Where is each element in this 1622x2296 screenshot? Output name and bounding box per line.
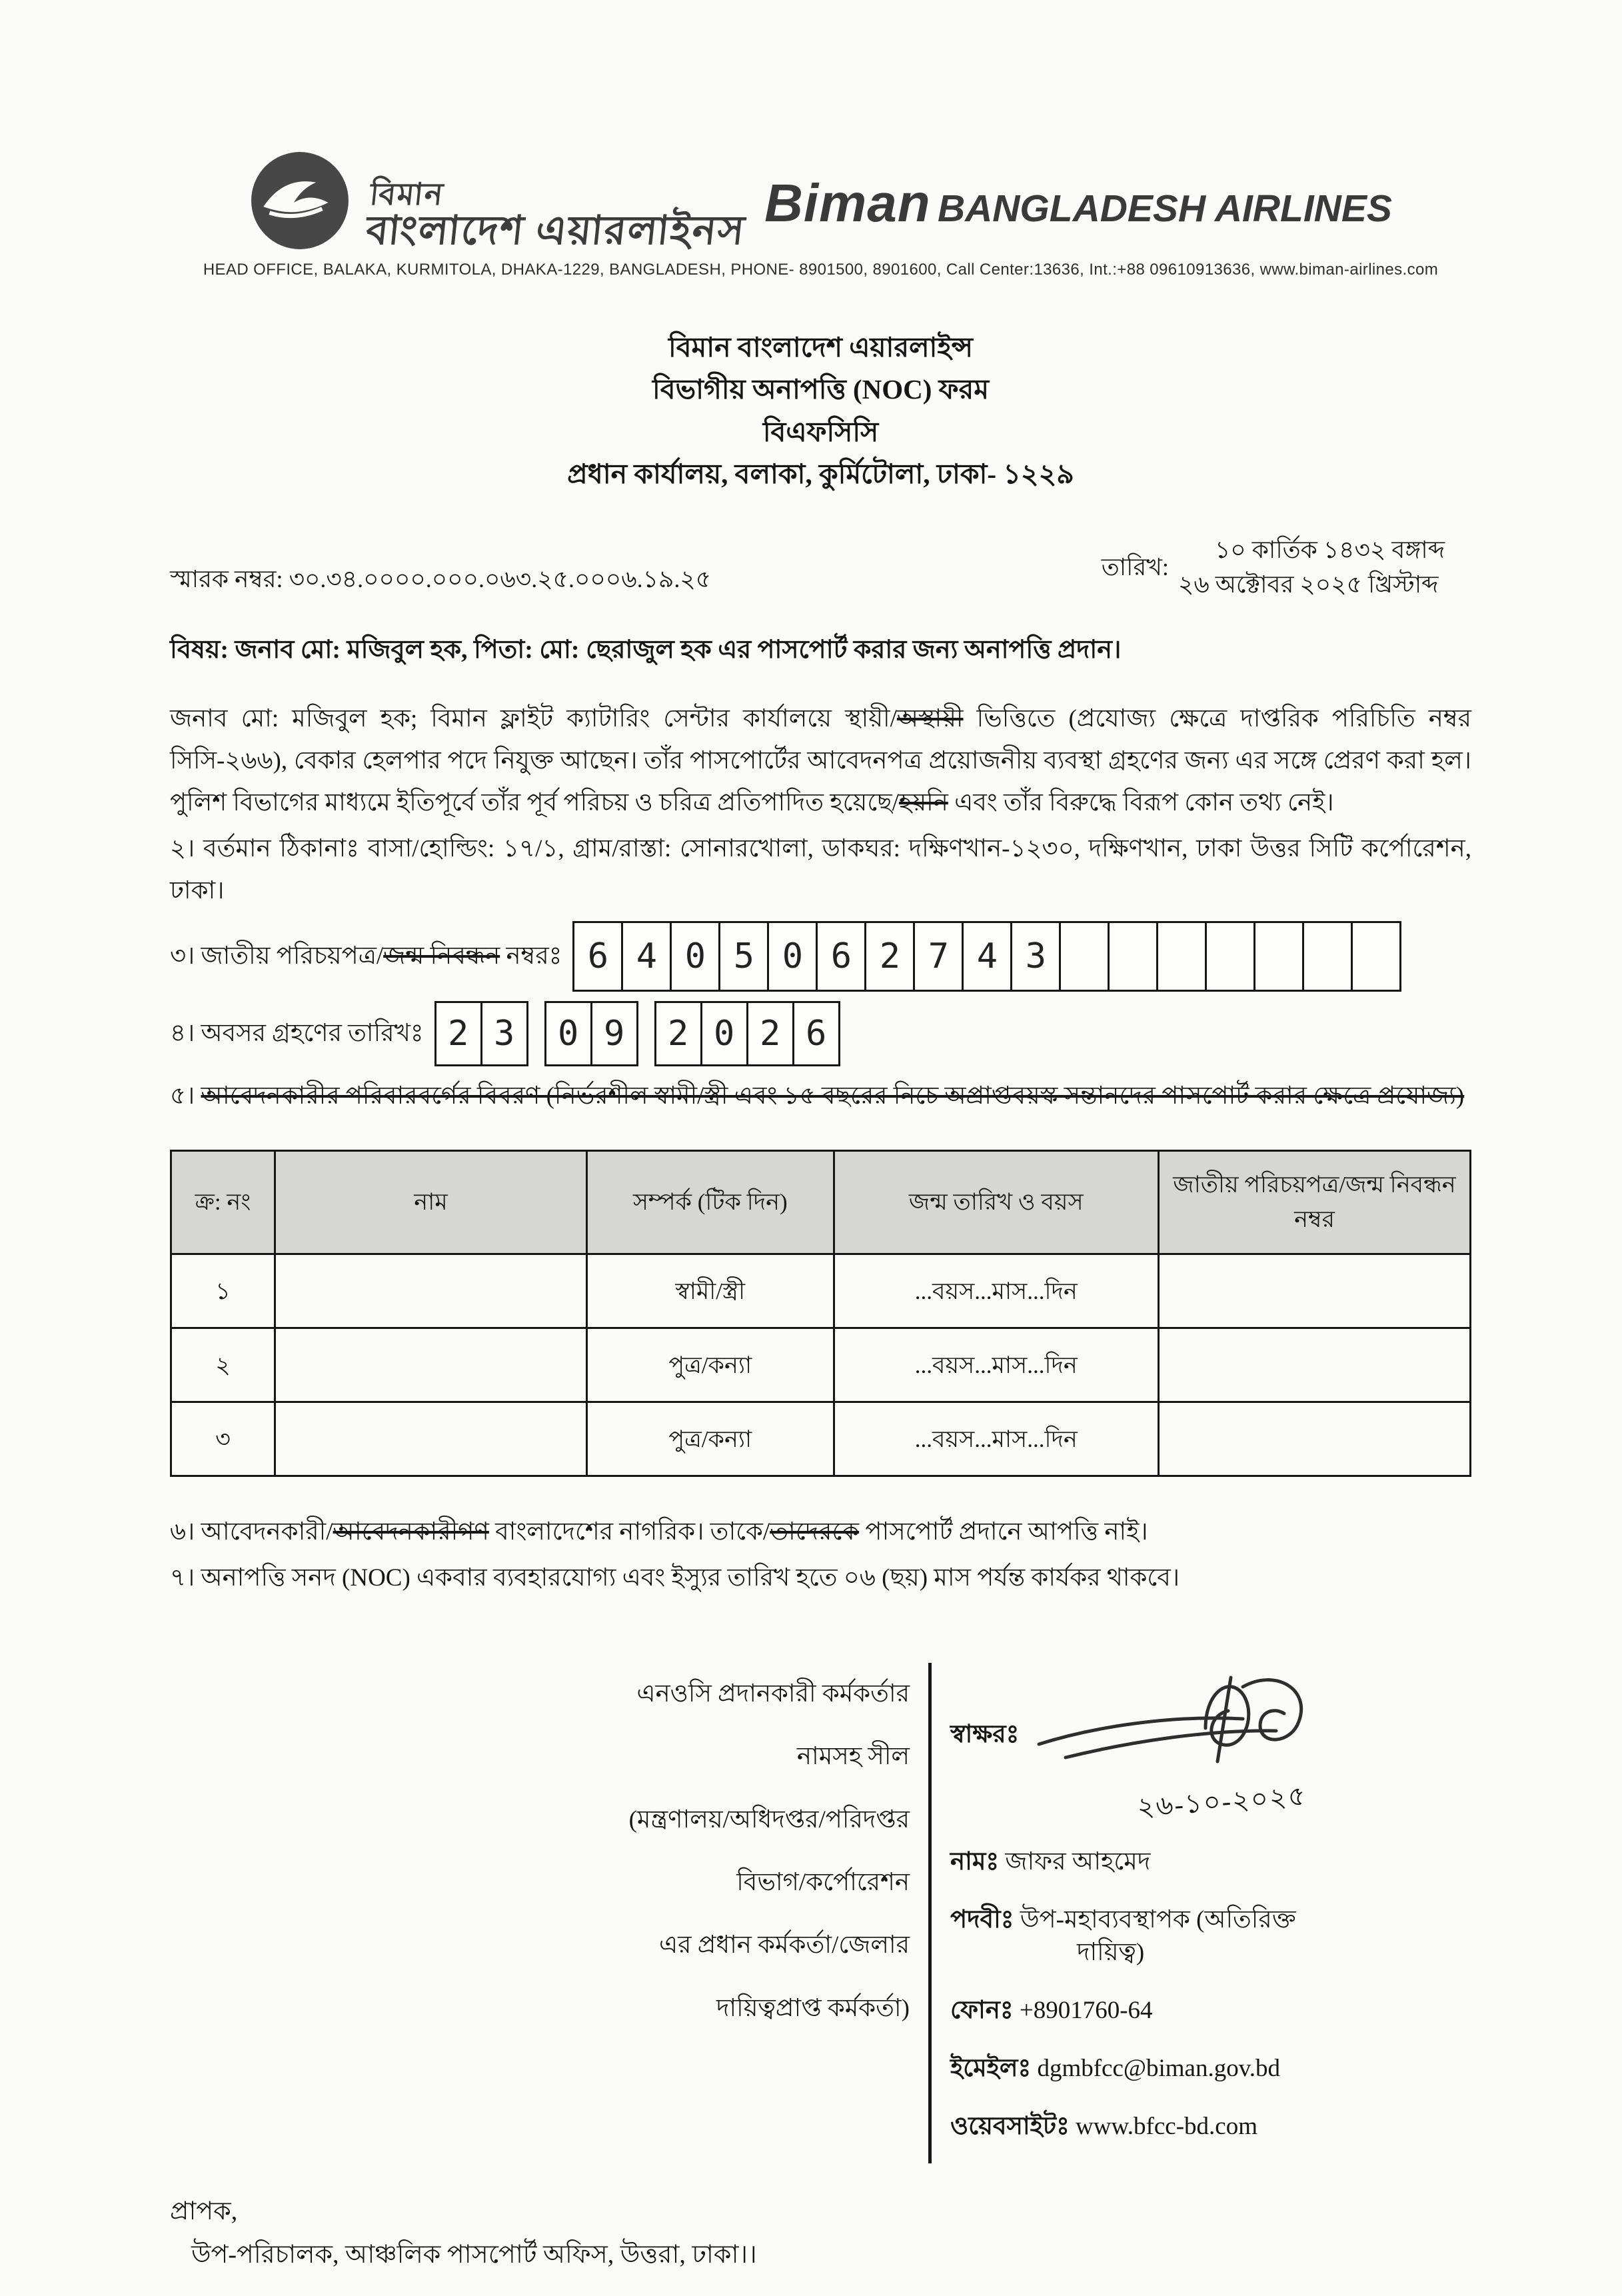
cell-nid xyxy=(1159,1254,1471,1328)
nid-box xyxy=(1205,921,1255,992)
letterhead xyxy=(170,150,1471,280)
item-7-validity: ৭। অনাপত্তি সনদ (NOC) একবার ব্যবহারযোগ্য এবং ইস্যুর তারিখ হতে ০৬ (ছয়) মাস পর্যন্ত কার্যকর থাকবে। xyxy=(170,1564,1180,1592)
memo-date xyxy=(1102,533,1471,602)
form-title-bfcc: বিএফসিসি xyxy=(762,416,879,447)
website-row xyxy=(950,2106,1471,2148)
subject-line: বিষয়: জনাব মো: মজিবুল হক, পিতা: মো: ছেরাজুল হক এর পাসপোর্ট করার জন্য অনাপত্তি প্রদান। xyxy=(170,636,1122,664)
nid-box: 4 xyxy=(621,921,672,992)
item-4-label: ৪। অবসর গ্রহণের তারিখঃ xyxy=(170,1019,424,1047)
nid-box: 3 xyxy=(1010,921,1061,992)
name-label: নামঃ xyxy=(950,1848,1000,1876)
brand-bengali-line1: বিমান xyxy=(368,177,446,211)
form-title-noc: বিভাগীয় অনাপত্তি (NOC) ফরম xyxy=(652,374,989,405)
brand-english-airlines: BANGLADESH AIRLINES xyxy=(937,187,1392,230)
memo-number xyxy=(170,533,711,600)
website-value: www.bfcc-bd.com xyxy=(1076,2112,1257,2140)
table-row xyxy=(171,1254,1471,1328)
officer-details xyxy=(928,1663,1471,2163)
cell-nid xyxy=(1159,1328,1471,1402)
brand-english xyxy=(764,158,1392,251)
cell-relation: পুত্র/কন্যা xyxy=(587,1328,834,1402)
designation-row xyxy=(950,1899,1471,1974)
header-nid: জাতীয় পরিচয়পত্র/জন্ম নিবন্ধন নম্বর xyxy=(1159,1151,1471,1254)
recipient-label: প্রাপক, xyxy=(170,2197,238,2226)
cell-dob-age: ...বয়স...মাস...দিন xyxy=(834,1328,1159,1402)
designation-value: উপ-মহাব্যবস্থাপক (অতিরিক্ত xyxy=(1020,1905,1296,1933)
cell-relation: স্বামী/স্ত্রী xyxy=(587,1254,834,1328)
item-6-citizenship: ৬। আবেদনকারী/আবেদনকারীগণ বাংলাদেশের নাগরিক। তাকে/তাদেরকে পাসপোর্ট প্রদানে আপত্তি নাই। xyxy=(170,1518,1148,1546)
cell-serial: ৩ xyxy=(171,1402,275,1476)
issuing-officer-caption xyxy=(403,1663,928,2163)
memo-number-value: ৩০.৩৪.০০০০.০০০.০৬৩.২৫.০০০৬.১৯.২৫ xyxy=(289,565,712,592)
cell-dob-age: ...বয়স...মাস...দিন xyxy=(834,1254,1159,1328)
retirement-date-boxes xyxy=(434,1001,856,1066)
memo-date-gregorian: ২৬ অক্টোবর ২০২৫ খ্রিস্টাব্দ xyxy=(1178,571,1439,598)
memo-date-bengali: ১০ কার্তিক ১৪৩২ বঙ্গাব্দ xyxy=(1214,536,1445,563)
cell-name xyxy=(275,1402,587,1476)
brand-bengali-line2: বাংলাদেশ এয়ারলাইনস xyxy=(364,208,748,253)
email-row xyxy=(950,2048,1471,2090)
website-label: ওয়েবসাইটঃ xyxy=(950,2112,1070,2140)
retirement-month-group xyxy=(544,1001,638,1066)
date-box: 6 xyxy=(792,1001,840,1066)
date-box: 2 xyxy=(434,1001,482,1066)
cell-serial: ১ xyxy=(171,1254,275,1328)
caption-line: বিভাগ/কর্পোরেশন xyxy=(736,1869,910,1897)
biman-logo-icon xyxy=(249,150,351,251)
table-row xyxy=(171,1328,1471,1402)
header-serial: ক্র: নং xyxy=(171,1151,275,1254)
nid-box xyxy=(1108,921,1158,992)
table-header-row xyxy=(171,1151,1471,1254)
nid-box: 6 xyxy=(572,921,623,992)
nid-box xyxy=(1302,921,1353,992)
brand-english-biman: Biman xyxy=(764,173,931,233)
designation-label: পদবীঃ xyxy=(950,1905,1014,1933)
form-title-block xyxy=(170,327,1471,496)
nid-box: 2 xyxy=(864,921,915,992)
nid-box xyxy=(1156,921,1207,992)
recipient-block xyxy=(170,2190,1471,2276)
signature-row xyxy=(950,1663,1471,1756)
signature-block xyxy=(403,1663,1471,2163)
header-relation: সম্পর্ক (টিক দিন) xyxy=(587,1151,834,1254)
header-dob-age: জন্ম তারিখ ও বয়স xyxy=(834,1151,1159,1254)
memo-date-label: তারিখ: xyxy=(1101,553,1169,580)
nid-box xyxy=(1351,921,1401,992)
cell-nid xyxy=(1159,1402,1471,1476)
nid-box: 4 xyxy=(962,921,1012,992)
item-3-label: ৩। জাতীয় পরিচয়পত্র/জন্ম নিবন্ধন নম্বরঃ xyxy=(170,942,562,970)
memo-number-label: স্মারক নম্বর: xyxy=(170,565,283,592)
nid-box: 7 xyxy=(913,921,964,992)
phone-value: +8901760-64 xyxy=(1019,1996,1153,2024)
nid-box: 0 xyxy=(767,921,818,992)
brand-row xyxy=(170,150,1471,251)
nid-box xyxy=(1059,921,1110,992)
caption-line: দায়িত্বপ্রাপ্ত কর্মকর্তা) xyxy=(716,1994,910,2022)
nid-box: 5 xyxy=(718,921,769,992)
email-label: ইমেইলঃ xyxy=(950,2054,1032,2082)
item-3-nid-row xyxy=(170,921,1471,992)
date-box: 0 xyxy=(544,1001,592,1066)
item-5-family-details: ৫। আবেদনকারীর পরিবারবর্গের বিবরণ (নির্ভরশীল স্বামী/স্ত্রী এবং ১৫ বছরের নিচে অপ্রাপ্তবয়স্ক সন্তানদের পাসপোর্ট করার ক্ষেত্রে প্রযোজ্য) xyxy=(170,1082,1465,1110)
cell-dob-age: ...বয়স...মাস...দিন xyxy=(834,1402,1159,1476)
signature-date: ২৬-১০-২০২৫ xyxy=(1136,1780,1308,1823)
family-members-table xyxy=(170,1150,1471,1477)
date-box: 9 xyxy=(590,1001,638,1066)
cell-name xyxy=(275,1254,587,1328)
nid-number-boxes xyxy=(572,921,1401,992)
nid-box xyxy=(1253,921,1304,992)
date-box: 3 xyxy=(480,1001,528,1066)
phone-label: ফোনঃ xyxy=(950,1996,1014,2024)
date-box: 2 xyxy=(654,1001,702,1066)
caption-line: এনওসি প্রদানকারী কর্মকর্তার xyxy=(636,1680,910,1708)
item-2-address: ২। বর্তমান ঠিকানাঃ বাসা/হোল্ডিং: ১৭/১, গ্রাম/রাস্তা: সোনারখোলা, ডাকঘর: দক্ষিণখান-১২৩০, দক্ষিণখান, ঢাকা উত্তর সিটি কর্পোরেশন, ঢাকা। xyxy=(170,834,1471,904)
nid-box: 6 xyxy=(816,921,866,992)
header-name: নাম xyxy=(275,1151,587,1254)
head-office-address: HEAD OFFICE, BALAKA, KURMITOLA, DHAKA-1229, BANGLADESH, PHONE- 8901500, 8901600, Call Center:13636, Int.:+88 09610913636, www.biman-airlines.com xyxy=(203,261,1439,279)
cell-relation: পুত্র/কন্যা xyxy=(587,1402,834,1476)
retirement-day-group xyxy=(434,1001,528,1066)
form-title-office: প্রধান কার্যালয়, বলাকা, কুর্মিটোলা, ঢাকা- ১২২৯ xyxy=(567,459,1074,490)
date-box: 0 xyxy=(700,1001,748,1066)
nid-box: 0 xyxy=(670,921,720,992)
caption-line: (মন্ত্রণালয়/অধিদপ্তর/পরিদপ্তর xyxy=(628,1805,910,1833)
brand-bengali xyxy=(364,179,750,251)
recipient-address: উপ-পরিচালক, আঞ্চলিক পাসপোর্ট অফিস, উত্তরা, ঢাকা।। xyxy=(191,2241,757,2269)
item-4-retirement-row xyxy=(170,1001,1471,1066)
retirement-year-group xyxy=(654,1001,840,1066)
cell-serial: ২ xyxy=(171,1328,275,1402)
designation-value-continued: দায়িত্ব) xyxy=(1077,1938,1145,1966)
cell-name xyxy=(275,1328,587,1402)
phone-row xyxy=(950,1990,1471,2032)
signature-image xyxy=(1031,1663,1317,1776)
table-row xyxy=(171,1402,1471,1476)
email-value: dgmbfcc@biman.gov.bd xyxy=(1037,2054,1281,2082)
date-box: 2 xyxy=(746,1001,794,1066)
caption-line: নামসহ সীল xyxy=(796,1743,910,1771)
body-paragraph: জনাব মো: মজিবুল হক; বিমান ফ্লাইট ক্যাটারিং সেন্টার কার্যালয়ে স্থায়ী/অস্থায়ী ভিত্তিতে (প্রযোজ্য ক্ষেত্রে দাপ্তরিক পরিচিতি নম্বর সিসি-২৬৬), বেকার হেলপার পদে নিযুক্ত আছেন। তাঁর পাসপোর্টের আবেদনপত্র প্রয়োজনীয় ব্যবস্থা গ্রহণের জন্য এর সঙ্গে প্রেরণ করা হল। পুলিশ বিভাগের মাধ্যমে ইতিপূর্বে তাঁর পূর্ব পরিচয় ও চরিত্র প্রতিপাদিত হয়েছে/হয়নি এবং তাঁর বিরুদ্ধে বিরূপ কোন তথ্য নেই। xyxy=(170,704,1472,816)
officer-name: জাফর আহমেদ xyxy=(1005,1848,1151,1876)
officer-name-row xyxy=(950,1841,1471,1883)
caption-line: এর প্রধান কর্মকর্তা/জেলার xyxy=(658,1931,910,1959)
memo-row xyxy=(170,533,1471,602)
signature-label: স্বাক্ষরঃ xyxy=(950,1721,1020,1749)
form-title-company: বিমান বাংলাদেশ এয়ারলাইন্স xyxy=(668,331,974,363)
